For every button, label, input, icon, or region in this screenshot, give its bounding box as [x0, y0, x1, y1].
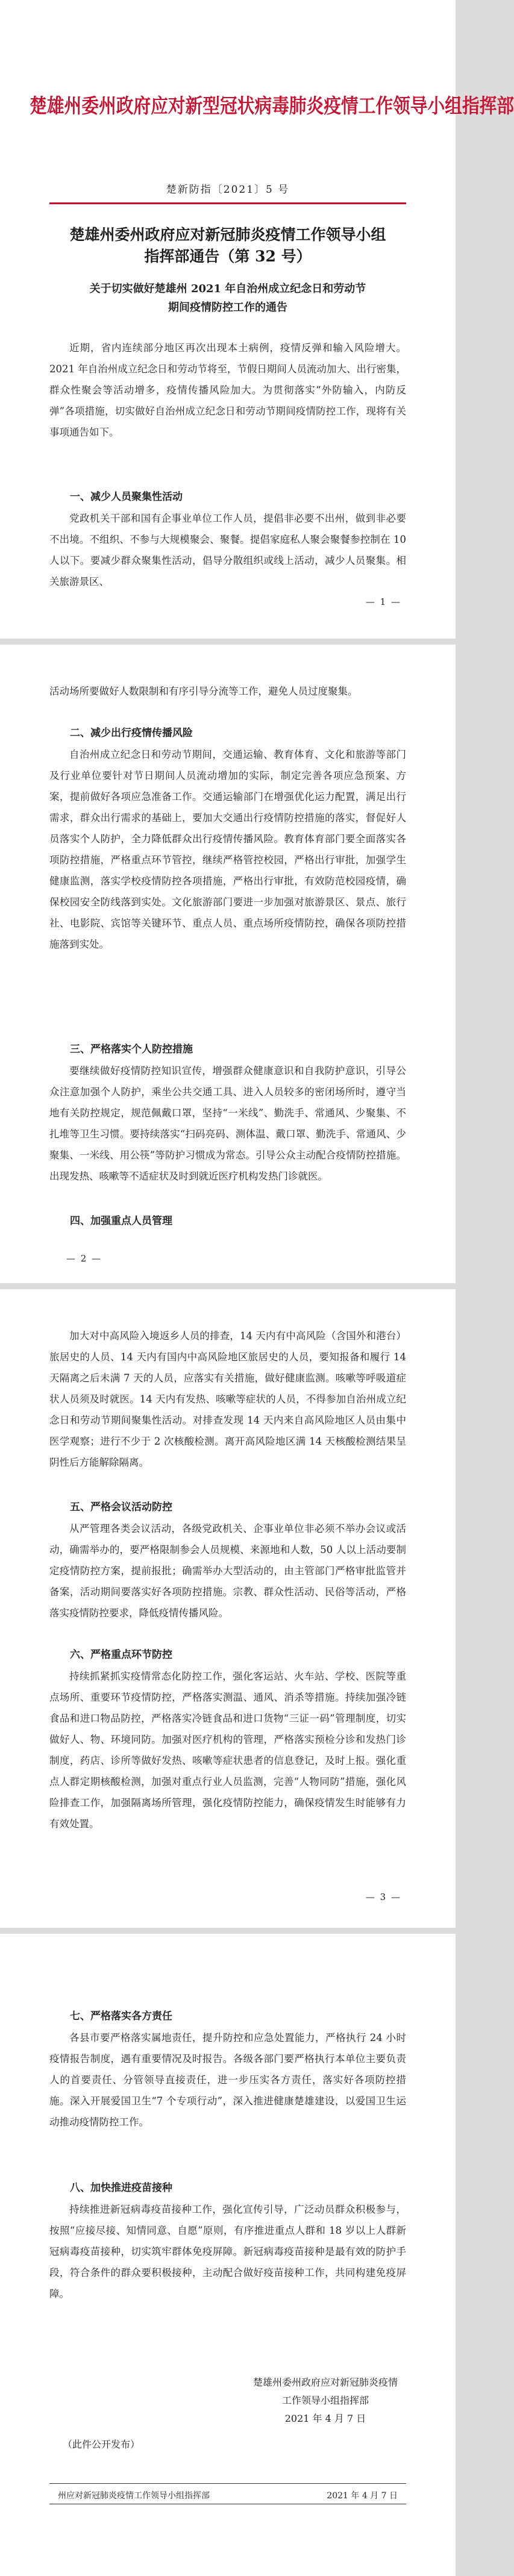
section-heading-6: 六、严格重点环节防控 [70, 1649, 172, 1661]
document-page-3 [0, 1289, 456, 1928]
footer-top-rule [49, 2483, 406, 2484]
section-2-paragraph: 自治州成立纪念日和劳动节期间，交通运输、教育体育、文化和旅游等部门及行业单位要针对节日期间人员流动增加的实际，制定完善各项应急预案、方案，提前做好各项应急准备工作。交通运输部门在增强优化运力配置，满足出行需求，群众出行需求的基础上，要加大交通出行疫情防控措施的落实，督促好人员落实个人防护，全力降低群众出行疫情传播风险。教育体育部门要全面落实各项防控措施，严格重点环节管控，继续严格管控校园，严格出行审批，加强学生健康监测，落实学校疫情防控各项措施，严格出行审批，有效防范校园疫情，确保校园安全防线落到实处。文化旅游部门要进一步加强对旅游景区、景点、旅行社、电影院、宾馆等关键环节、重点人员、重点场所疫情防控，确保各项防控措施落到实处。 [49, 749, 406, 950]
section-heading-2: 二、减少出行疫情传播风险 [70, 727, 193, 739]
red-divider-line [49, 202, 406, 204]
section-4-paragraph: 加大对中高风险入境返乡人员的排查，14 天内有中高风险（含国外和港台）旅居史的人员、14 天内有国内中高风险地区旅居史的人员，要知报备和履行 14 天隔离之后未满 7 天的人员，应落实有关措施，做好健康监测。咳嗽等呼吸道症状人员须及时就医。14 天内有发热、咳嗽等症状的人员，不得参加自治州成立纪念日和劳动节期间聚集性活动。对排查发现 14 天内来自高风险地区人员由集中医学观察；进行不少于 2 次核酸检测。离开高风险地区满 14 天核酸检测结果呈阴性后方能解除隔离。 [49, 1330, 406, 1468]
notice-title-line: 期间疫情防控工作的通告 [168, 301, 287, 314]
notice-title-line: 关于切实做好楚雄州 2021 年自治州成立纪念日和劳动节 [89, 283, 366, 295]
section-heading-7: 七、严格落实各方责任 [70, 2010, 172, 2022]
bulletin-title [49, 224, 406, 267]
section-1-paragraph: 党政机关干部和国有企事业单位工作人员，提倡非必要不出州，做到非必要不出境。不组织、不参与大规模聚会、聚餐。提倡家庭私人聚会聚餐参控制在 10 人以下。要减少群众聚集性活动，倡导分散组织或线上活动，减少人员聚集。相关旅游景区、 [49, 513, 406, 587]
document-page-4 [0, 1934, 456, 2576]
document-page-2 [0, 645, 456, 1283]
document-page-1 [0, 0, 514, 639]
section-heading-3: 三、严格落实个人防控措施 [70, 1043, 193, 1055]
footer [58, 2489, 398, 2501]
page-number: — 1 — [365, 596, 401, 607]
signature-org-line: 工作领导小组指挥部 [281, 2395, 369, 2406]
signature-date: 2021 年 4 月 7 日 [284, 2413, 366, 2424]
section-heading-8: 八、加快推进疫苗接种 [70, 2182, 172, 2194]
section-3-paragraph: 要继续做好疫情防控知识宣传，增强群众健康意识和自我防护意识，引导公众注意加强个人防护，乘坐公共交通工具、进入人员较多的密闭场所时，遵守当地有关防控规定，规范佩戴口罩，坚持“一米线”、勤洗手、常通风、少聚集、不扎堆等卫生习惯。要持续落实“扫码亮码、测体温、戴口罩、勤洗手、常通风、少聚集、一米线、用公筷”等防护习惯成为常态。引导公众主动配合疫情防控措施。出现发热、咳嗽等不适症状及时到就近医疗机构发热门诊就医。 [49, 1065, 406, 1182]
footer-issuer: 州应对新冠肺炎疫情工作领导小组指挥部 [58, 2491, 210, 2501]
section-heading-4: 四、加强重点人员管理 [70, 1215, 172, 1227]
notice-title [60, 280, 395, 317]
publication-note: （此件公开发布） [63, 2439, 140, 2450]
section-heading-5: 五、严格会议活动防控 [70, 1501, 172, 1513]
footer-date: 2021 年 4 月 7 日 [327, 2491, 398, 2501]
section-5-paragraph: 从严管理各类会议活动，各级党政机关、企事业单位非必须不举办会议或活动，确需举办的，要严格限制参会人员规模、来源地和人数，50 人以上活动要制定疫情防控方案，提前报批；确需举办大型活动的，由主管部门严格审批监管并备案，活动期间要落实好各项防控措施。宗教、群众性活动、民俗等活动，严格落实疫情防控要求，降低疫情传播风险。 [49, 1523, 406, 1619]
section-1-paragraph-continued: 活动场所要做好人数限制和有序引导分流等工作，避免人员过度聚集。 [49, 686, 358, 697]
page-number: — 2 — [66, 1253, 102, 1264]
red-header-title: 楚雄州委州政府应对新型冠状病毒肺炎疫情工作领导小组指挥部 [30, 94, 514, 117]
page-number: — 3 — [365, 1892, 401, 1902]
signature-block [229, 2374, 422, 2428]
bulletin-title-line: 楚雄州委州政府应对新冠肺炎疫情工作领导小组 [69, 226, 386, 243]
document-number: 楚新防指〔2021〕5 号 [166, 184, 290, 196]
section-heading-1: 一、减少人员聚集性活动 [70, 491, 183, 503]
section-6-paragraph: 持续抓紧抓实疫情常态化防控工作，强化客运站、火车站、学校、医院等重点场所、重要环节疫情防控，严格落实测温、通风、消杀等措施。持续加强冷链食品和进口物品防控，严格落实冷链食品和进口货物“三证一码”管理制度，切实做好人、物、环境同防。加强对医疗机构的管理，严格落实预检分诊和发热门诊制度，药店、诊所等做好发热、咳嗽等症状患者的信息登记，及时上报。强化重点人群定期核酸检测，加强对重点行业人员监测，完善“人物同防”措施，强化风险排查工作，加强隔离场所管理，强化疫情防控能力，确保疫情发生时能够有力有效处置。 [49, 1671, 406, 1830]
section-7-paragraph: 各县市要严格落实属地责任，提升防控和应急处置能力，严格执行 24 小时疫情报告制度，遇有重要情况及时报告。各级各部门要严格执行本单位主要负责人的首要责任、分管领导直接责任，进一步压实各方责任，落实好各项防控措施。深入开展爱国卫生“7 个专项行动”，深入推进健康楚雄建设，以爱国卫生运动推动疫情防控工作。 [49, 2032, 406, 2128]
signature-org-line: 楚雄州委州政府应对新冠肺炎疫情 [252, 2377, 398, 2388]
section-8-paragraph: 持续推进新冠病毒疫苗接种工作，强化宣传引导，广泛动员群众积极参与，按照“应接尽接、知情同意、自愿”原则，有序推进重点人群和 18 岁以上人群新冠病毒疫苗接种，切实筑牢群体免疫屏障。新冠病毒疫苗接种是最有效的防护手段，符合条件的群众要积极接种，主动配合做好疫苗接种工作，共同构建免疫屏障。 [49, 2204, 406, 2299]
intro-paragraph: 近期，省内连续部分地区再次出现本土病例，疫情反弹和输入风险增大。2021 年自治州成立纪念日和劳动节将至，节假日期间人员流动加大、出行密集，群众性聚会等活动增多，疫情传播风险加大。为贯彻落实“外防输入，内防反弹”各项措施，切实做好自治州成立纪念日和劳动节期间疫情防控工作，现将有关事项通告如下。 [49, 342, 406, 438]
bulletin-title-line: 指挥部通告（第 32 号） [144, 248, 312, 265]
